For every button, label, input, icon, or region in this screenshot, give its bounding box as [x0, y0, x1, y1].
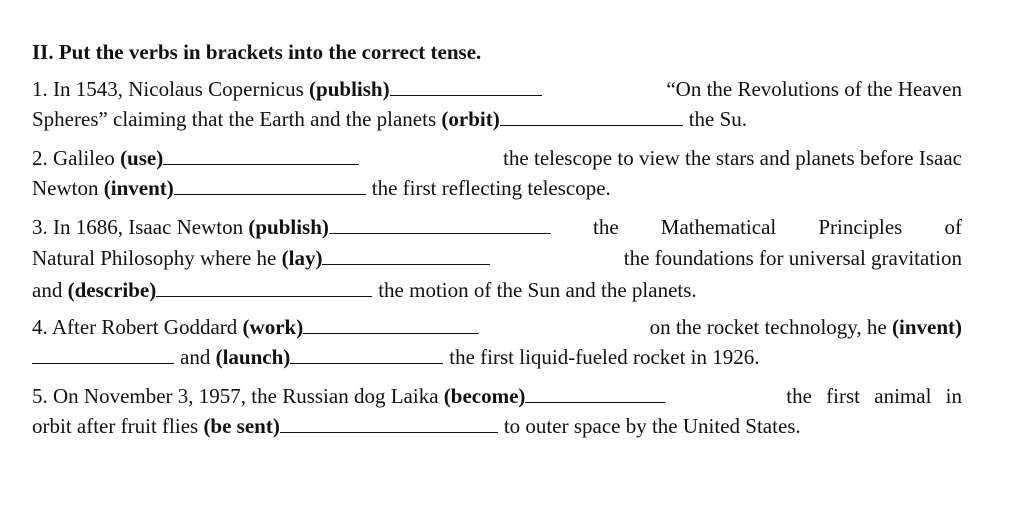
- q1-text-b: “On the Revolutions of the Heaven: [666, 77, 962, 101]
- q3-text-e: and: [32, 278, 63, 302]
- q2-verb-use: (use): [120, 146, 164, 170]
- q4-verb-launch: (launch): [215, 345, 291, 369]
- question-3-line-3: [32, 275, 962, 305]
- q4-text-c: and: [180, 345, 211, 369]
- question-3-line-1: [32, 212, 962, 242]
- q3-answer-blank-1[interactable]: [329, 215, 551, 234]
- section-heading: II. Put the verbs in brackets into the correct tense.: [32, 40, 482, 64]
- q5-text-b: the first animal in: [786, 384, 962, 408]
- q5-text-c: orbit after fruit flies: [32, 414, 199, 438]
- q1-text-a: 1. In 1543, Nicolaus Copernicus: [32, 77, 304, 101]
- q4-answer-blank-1[interactable]: [303, 315, 479, 334]
- question-3-line-2: [32, 243, 962, 273]
- q3-text-f: the motion of the Sun and the planets.: [378, 278, 697, 302]
- q4-text-b: on the rocket technology, he: [649, 315, 887, 339]
- question-5-line-1: [32, 381, 962, 411]
- q3-answer-blank-3[interactable]: [156, 278, 372, 297]
- question-2-line-1: [32, 143, 962, 173]
- q1-text-d: the Su.: [688, 107, 748, 131]
- q4-verb-work: (work): [242, 315, 304, 339]
- q5-answer-blank-1[interactable]: [525, 384, 665, 403]
- question-5-line-2: [32, 411, 962, 441]
- q3-text-b2: Mathematical: [660, 215, 777, 239]
- q3-text-a: 3. In 1686, Isaac Newton: [32, 215, 244, 239]
- q2-verb-invent: (invent): [103, 176, 174, 200]
- q5-answer-blank-2[interactable]: [280, 414, 498, 433]
- question-4-line-2: [32, 342, 962, 372]
- q3-text-c: Natural Philosophy where he: [32, 246, 277, 270]
- question-1-line-2: [32, 104, 962, 134]
- q4-answer-blank-3[interactable]: [290, 345, 443, 364]
- q4-text-d: the first liquid-fueled rocket in 1926.: [449, 345, 760, 369]
- q5-verb-become: (become): [443, 384, 526, 408]
- q5-text-d: to outer space by the United States.: [503, 414, 801, 438]
- q2-answer-blank-2[interactable]: [174, 176, 366, 195]
- q2-answer-blank-1[interactable]: [163, 146, 359, 165]
- q4-answer-blank-2[interactable]: [32, 345, 174, 364]
- q1-verb-publish: (publish): [309, 77, 390, 101]
- q3-text-b3: Principles: [818, 215, 903, 239]
- q3-answer-blank-2[interactable]: [322, 246, 490, 265]
- q4-verb-invent: (invent): [892, 315, 962, 339]
- q3-text-b4: of: [944, 215, 962, 239]
- q2-text-a: 2. Galileo: [32, 146, 115, 170]
- question-4-line-1: [32, 312, 962, 342]
- q3-text-d: the foundations for universal gravitation: [623, 246, 962, 270]
- q2-text-d: the first reflecting telescope.: [371, 176, 611, 200]
- q2-text-c: Newton: [32, 176, 99, 200]
- q3-verb-publish: (publish): [248, 215, 329, 239]
- q5-verb-be-sent: (be sent): [203, 414, 280, 438]
- question-1-line-1: [32, 74, 962, 104]
- q3-verb-lay: (lay): [281, 246, 323, 270]
- q1-answer-blank-2[interactable]: [500, 107, 683, 126]
- q1-text-c: Spheres” claiming that the Earth and the planets: [32, 107, 437, 131]
- q3-text-b1: the: [593, 215, 619, 239]
- q1-verb-orbit: (orbit): [441, 107, 500, 131]
- q1-answer-blank-1[interactable]: [390, 77, 542, 96]
- q2-text-b: the telescope to view the stars and planets before Isaac: [503, 146, 962, 170]
- q3-verb-describe: (describe): [67, 278, 157, 302]
- q5-text-a: 5. On November 3, 1957, the Russian dog Laika: [32, 384, 439, 408]
- question-2-line-2: [32, 173, 962, 203]
- q4-text-a: 4. After Robert Goddard: [32, 315, 238, 339]
